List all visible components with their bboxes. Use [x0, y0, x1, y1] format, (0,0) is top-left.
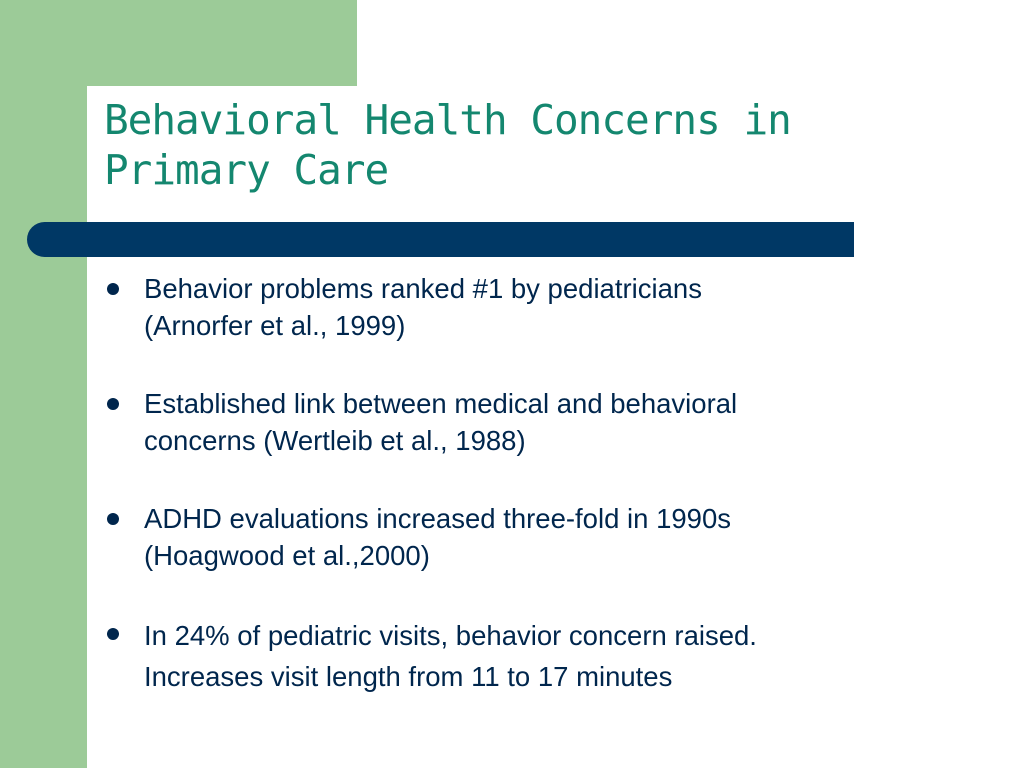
title-line-1: Behavioral Health Concerns in [104, 96, 791, 144]
slide-title [104, 95, 984, 195]
bullet-item [105, 385, 985, 459]
bullet-text-line: Increases visit length from 11 to 17 minutes [144, 661, 673, 692]
bullet-text-line: Established link between medical and behavioral [144, 388, 738, 419]
bullet-text-line: In 24% of pediatric visits, behavior concern raised. [144, 620, 757, 651]
title-divider-bar [27, 222, 854, 257]
bullet-item [105, 500, 985, 574]
bullet-item [105, 270, 985, 344]
bullet-text-line: concerns (Wertleib et al., 1988) [144, 425, 526, 456]
green-side-band [0, 0, 87, 768]
bullet-text-line: Behavior problems ranked #1 by pediatricians [144, 273, 702, 304]
bullet-dot-icon [107, 283, 119, 295]
title-line-2: Primary Care [104, 146, 389, 194]
bullet-text-line: ADHD evaluations increased three-fold in 1990s [144, 503, 731, 534]
bullet-item [105, 615, 985, 697]
bullet-dot-icon [107, 398, 119, 410]
bullet-dot-icon [107, 628, 119, 640]
bullet-text-line: (Arnorfer et al., 1999) [144, 310, 406, 341]
bullet-dot-icon [107, 513, 119, 525]
bullet-text-line: (Hoagwood et al.,2000) [144, 540, 430, 571]
green-top-band [0, 0, 357, 86]
bullet-list [105, 270, 985, 738]
